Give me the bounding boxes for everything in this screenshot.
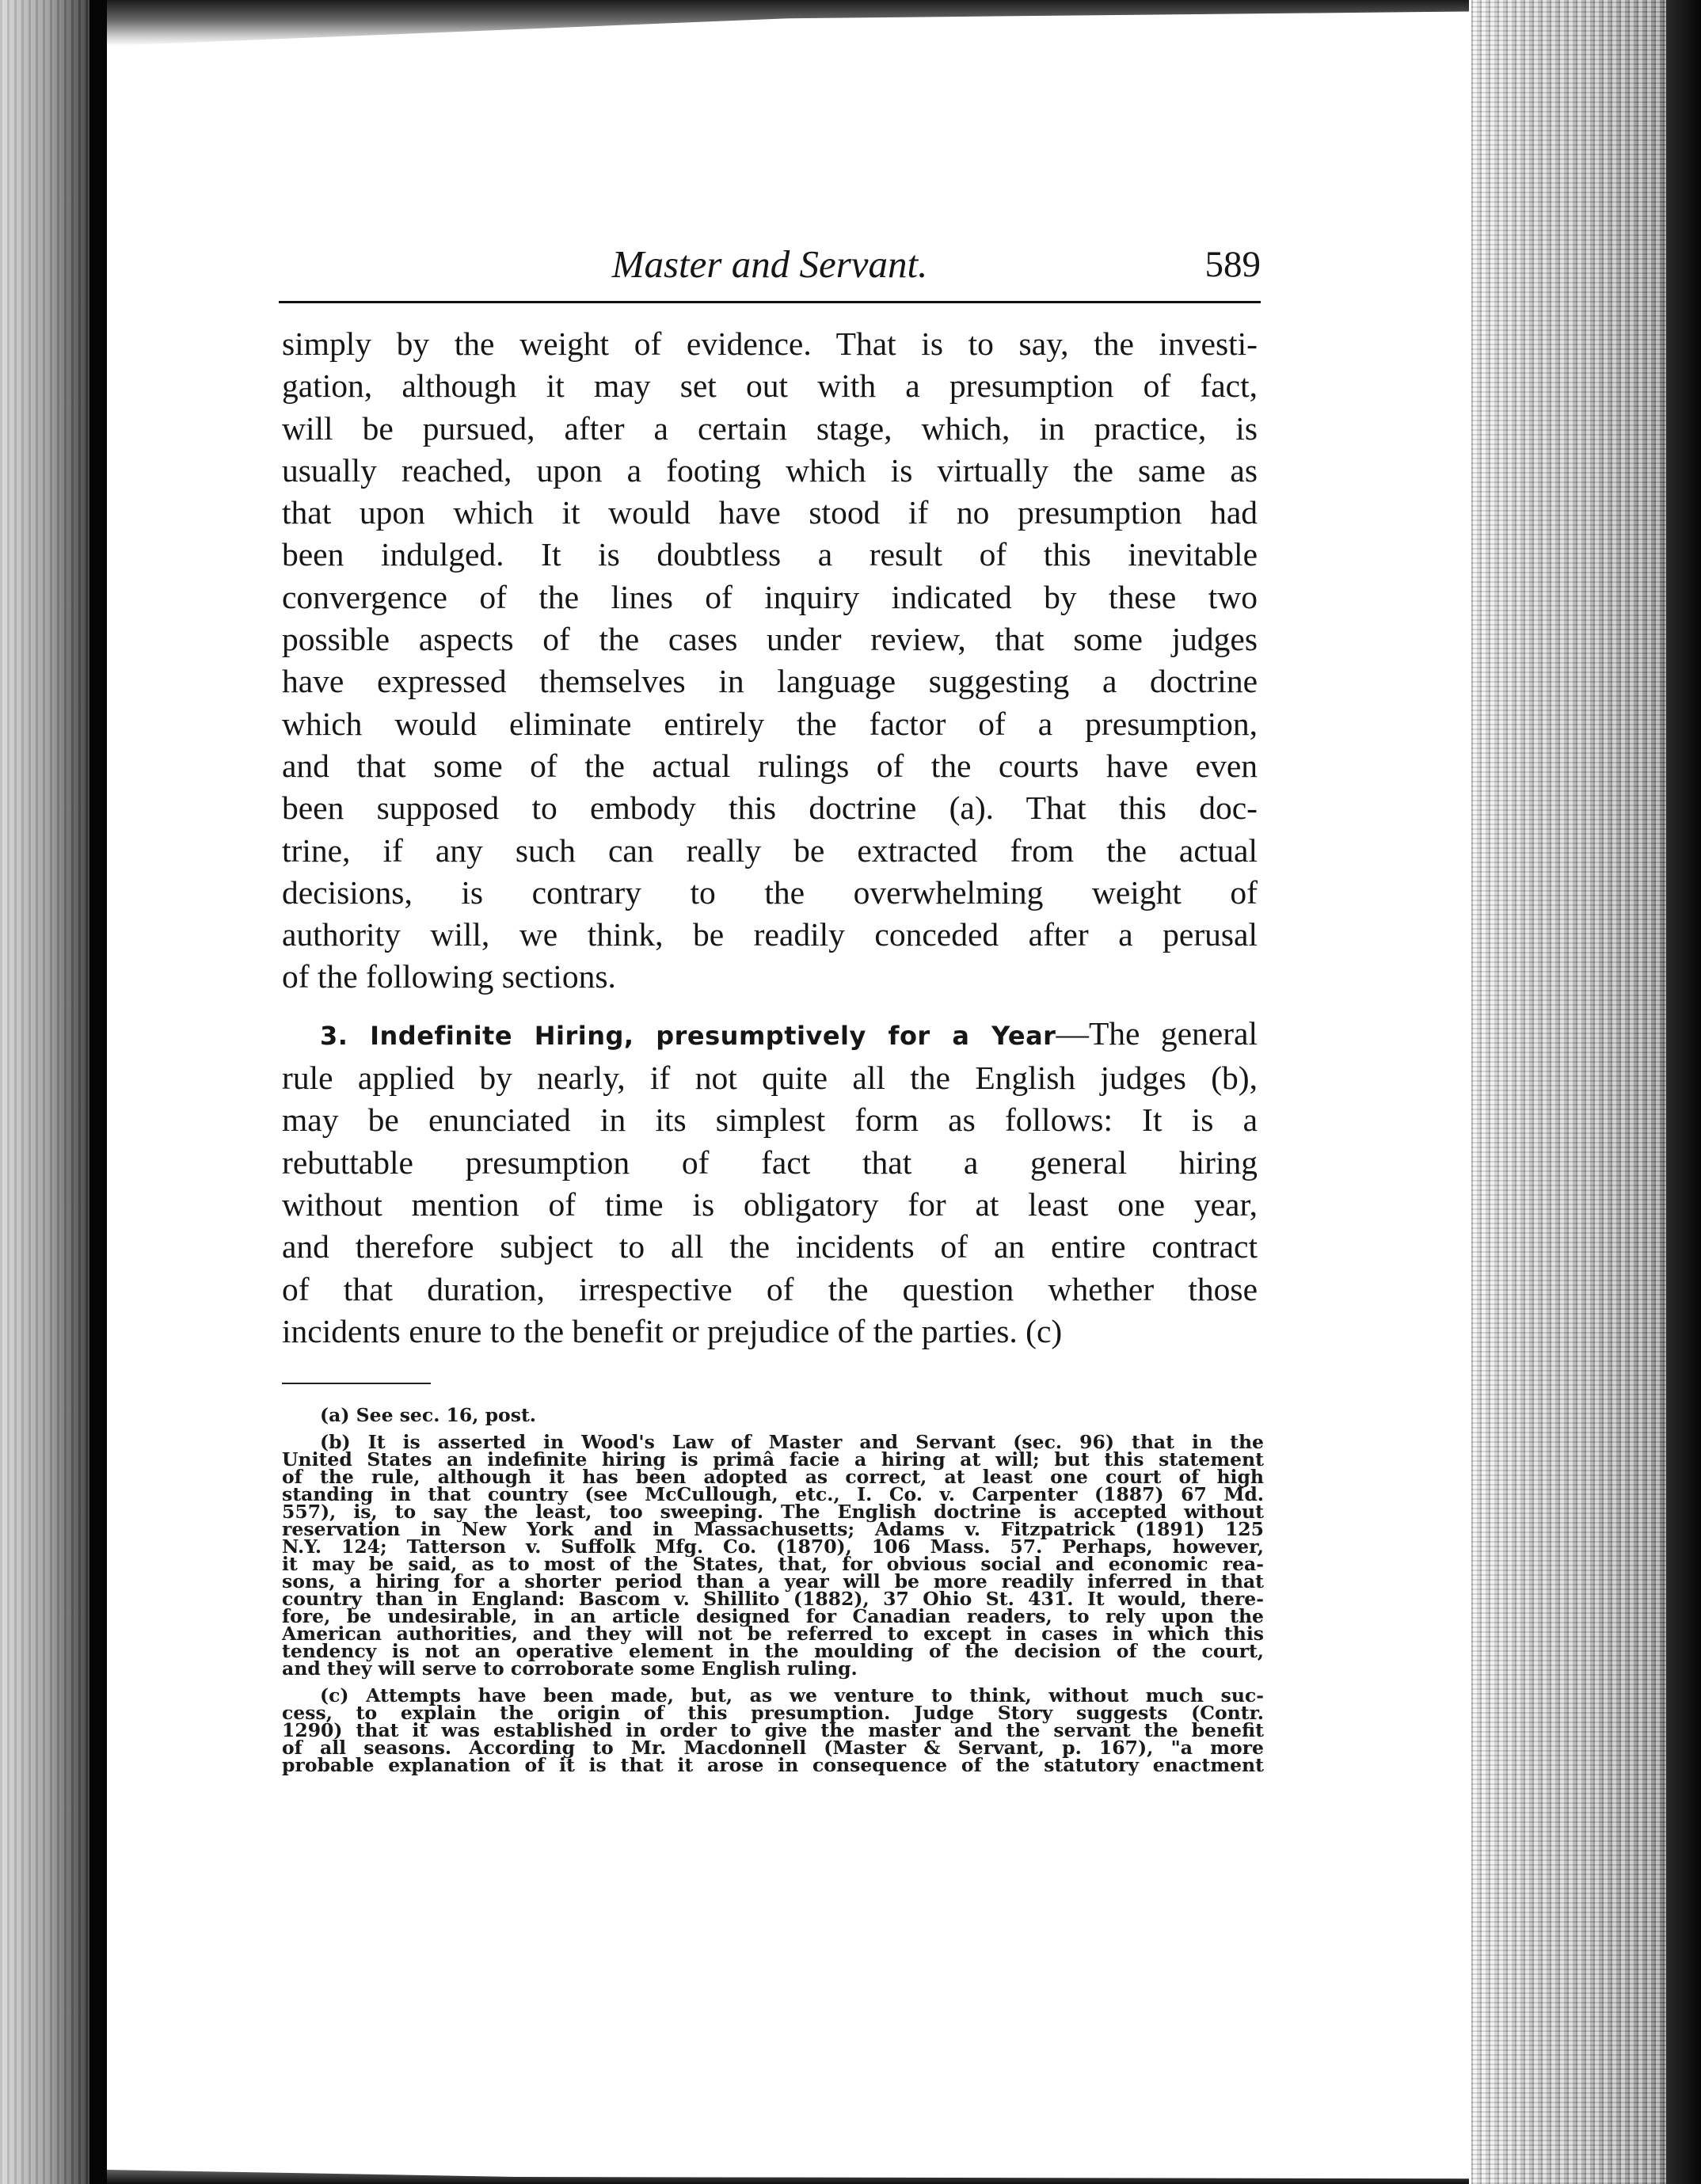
text-line: and that some of the actual rulings of the courts have even — [282, 747, 1258, 784]
running-head: Master and Servant. — [611, 242, 928, 286]
text-line: convergence of the lines of inquiry indicated by these two — [282, 578, 1258, 615]
text-line: of the following sections. — [282, 958, 616, 995]
footnote-line: (c) Attempts have been made, but, as we venture to think, without much suc- — [320, 1684, 1264, 1706]
paragraph-1 — [282, 323, 1258, 999]
footnote-line: standing in that country (see McCullough, etc., I. Co. v. Carpenter (1887) 67 Md. — [282, 1483, 1264, 1505]
footnote-line: fore, be undesirable, in an article designed for Canadian readers, to rely upon the — [282, 1605, 1264, 1627]
section-first-line — [282, 1013, 1258, 1057]
footnote-line: of all seasons. According to Mr. Macdonnell (Master & Servant, p. 167), "a more — [282, 1737, 1264, 1759]
footnote-line: N.Y. 124; Tatterson v. Suffolk Mfg. Co. (1870), 106 Mass. 57. Perhaps, however, — [282, 1535, 1264, 1558]
footnote-line: cess, to explain the origin of this presumption. Judge Story suggests (Contr. — [282, 1702, 1264, 1724]
text-line: that upon which it would have stood if no presumption had — [282, 494, 1258, 531]
text-line: trine, if any such can really be extracted from the actual — [282, 831, 1258, 869]
header-rule — [279, 301, 1261, 303]
footnote-line: probable explanation of it is that it arose in consequence of the statutory enactment — [282, 1754, 1264, 1776]
top-page-edge — [107, 0, 1469, 46]
right-rim-shadow — [1666, 0, 1701, 2184]
text-line: may be enunciated in its simplest form as follows: It is a — [282, 1102, 1258, 1139]
footnote-line: 557), is, to say the least, too sweeping. The English doctrine is accepted without — [282, 1501, 1264, 1523]
text-line: have expressed themselves in language suggesting a doctrine — [282, 663, 1258, 700]
book-spine-edge — [0, 0, 107, 2184]
footnote-line: reservation in New York and in Massachusetts; Adams v. Fitzpatrick (1891) 125 — [282, 1518, 1264, 1540]
footnote-b — [282, 1431, 1264, 1680]
footnotes — [282, 1406, 1264, 1774]
footnote-rule — [282, 1383, 431, 1384]
footnote-a — [282, 1406, 1264, 1424]
section-first-line-rest: —The general — [1056, 1014, 1258, 1052]
footnote-line: 1290) that it was established in order to give the master and the servant the benefit — [282, 1719, 1264, 1741]
paragraph-gap — [282, 999, 1258, 1013]
footnote-line: (a) See sec. 16, post. — [320, 1404, 536, 1426]
text-line: been supposed to embody this doctrine (a). That this doc- — [282, 790, 1258, 827]
footnote-line: of the rule, although it has been adopted as correct, at least one court of high — [282, 1466, 1264, 1488]
text-line: rebuttable presumption of fact that a general hiring — [282, 1143, 1258, 1181]
text-line: of that duration, irrespective of the question whether those — [282, 1270, 1258, 1307]
body-text — [282, 323, 1258, 1353]
text-line: decisions, is contrary to the overwhelming weight of — [282, 873, 1258, 911]
section-heading: 3. Indefinite Hiring, presumptively for a Year — [320, 1020, 1056, 1051]
text-line: and therefore subject to all the incidents of an entire contract — [282, 1228, 1258, 1265]
bottom-page-edge — [107, 2148, 1469, 2184]
text-line: authority will, we think, be readily conceded after a perusal — [282, 916, 1258, 953]
footnote-line: sons, a hiring for a shorter period than a year will be more readily inferred in that — [282, 1570, 1264, 1592]
footnote-line: (b) It is asserted in Wood's Law of Master and Servant (sec. 96) that in the — [320, 1431, 1264, 1453]
footnote-line: and they will serve to corroborate some English ruling. — [282, 1657, 858, 1680]
text-line: possible aspects of the cases under review, that some judges — [282, 621, 1258, 658]
text-line: incidents enure to the benefit or prejudice of the parties. (c) — [282, 1312, 1063, 1349]
page-number: 589 — [1204, 244, 1261, 285]
text-line: been indulged. It is doubtless a result of this inevitable — [282, 536, 1258, 573]
text-line: gation, although it may set out with a presumption of fact, — [282, 367, 1258, 405]
footnote-line: it may be said, as to most of the States, that, for obvious social and economic rea- — [282, 1553, 1264, 1575]
text-line: simply by the weight of evidence. That is to say, the investi- — [282, 325, 1258, 362]
spine-shadow — [89, 0, 107, 2184]
footnote-line: country than in England: Bascom v. Shillito (1882), 37 Ohio St. 431. It would, there- — [282, 1588, 1264, 1610]
text-line: which would eliminate entirely the factor of a presumption, — [282, 705, 1258, 742]
paragraph-2 — [282, 1013, 1258, 1353]
text-line: rule applied by nearly, if not quite all the English judges (b), — [282, 1060, 1258, 1097]
footnote-line: American authorities, and they will not be referred to except in cases in which this — [282, 1623, 1264, 1645]
footnote-line: tendency is not an operative element in the moulding of the decision of the court, — [282, 1640, 1264, 1662]
footnote-line: United States an indefinite hiring is primâ facie a hiring at will; but this statement — [282, 1448, 1264, 1471]
text-line: without mention of time is obligatory for at least one year, — [282, 1185, 1258, 1223]
text-line: will be pursued, after a certain stage, which, in practice, is — [282, 409, 1258, 447]
footnote-c — [282, 1684, 1264, 1776]
text-line: usually reached, upon a footing which is virtually the same as — [282, 451, 1258, 489]
page-header — [279, 242, 1261, 297]
right-page-stack-edge — [1471, 0, 1701, 2184]
